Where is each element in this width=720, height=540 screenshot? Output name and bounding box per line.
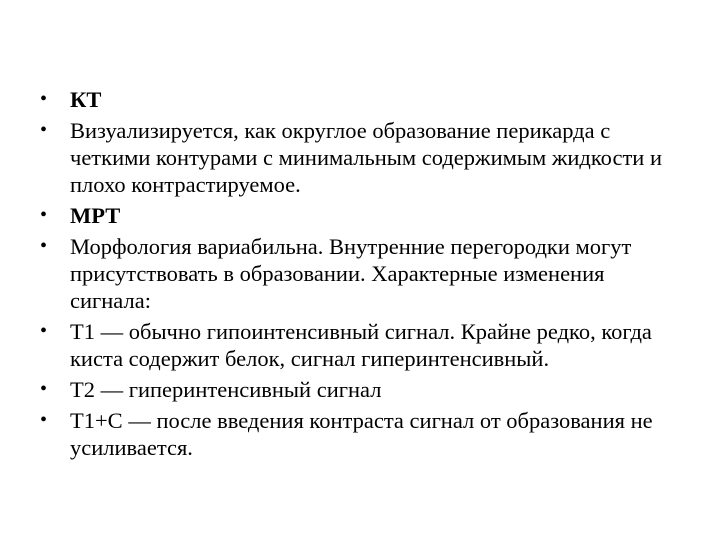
bullet-text: КТ — [70, 87, 102, 112]
bullet-icon: • — [40, 409, 48, 431]
bullet-icon: • — [40, 119, 48, 141]
bullet-text: Визуализируется, как округлое образование перикарда с четкими контурами с минимальным содержимым жидкости и плохо контрастируемое. — [70, 118, 663, 197]
bullet-item-mri-morphology — [40, 233, 690, 314]
bullet-icon: • — [40, 320, 48, 342]
bullet-item-t1-contrast — [40, 407, 690, 461]
bullet-icon: • — [40, 88, 48, 110]
bullet-item-ct-description — [40, 117, 690, 198]
bullet-item-t1 — [40, 318, 690, 372]
bullet-icon: • — [40, 235, 48, 257]
bullet-text: МРТ — [70, 203, 121, 228]
bullet-text: Т2 — гиперинтенсивный сигнал — [70, 377, 382, 402]
bullet-text: Т1 — обычно гипоинтенсивный сигнал. Крайне редко, когда киста содержит белок, сигнал гиперинтенсивный. — [70, 319, 652, 371]
bullet-list — [40, 86, 690, 465]
bullet-item-mri-heading — [40, 202, 690, 229]
bullet-icon: • — [40, 204, 48, 226]
bullet-text: Морфология вариабильна. Внутренние перегородки могут присутствовать в образовании. Характерные изменения сигнала: — [70, 234, 632, 313]
bullet-text: Т1+С — после введения контраста сигнал от образования не усиливается. — [70, 408, 653, 460]
bullet-item-t2 — [40, 376, 690, 403]
bullet-item-ct-heading — [40, 86, 690, 113]
bullet-icon: • — [40, 378, 48, 400]
